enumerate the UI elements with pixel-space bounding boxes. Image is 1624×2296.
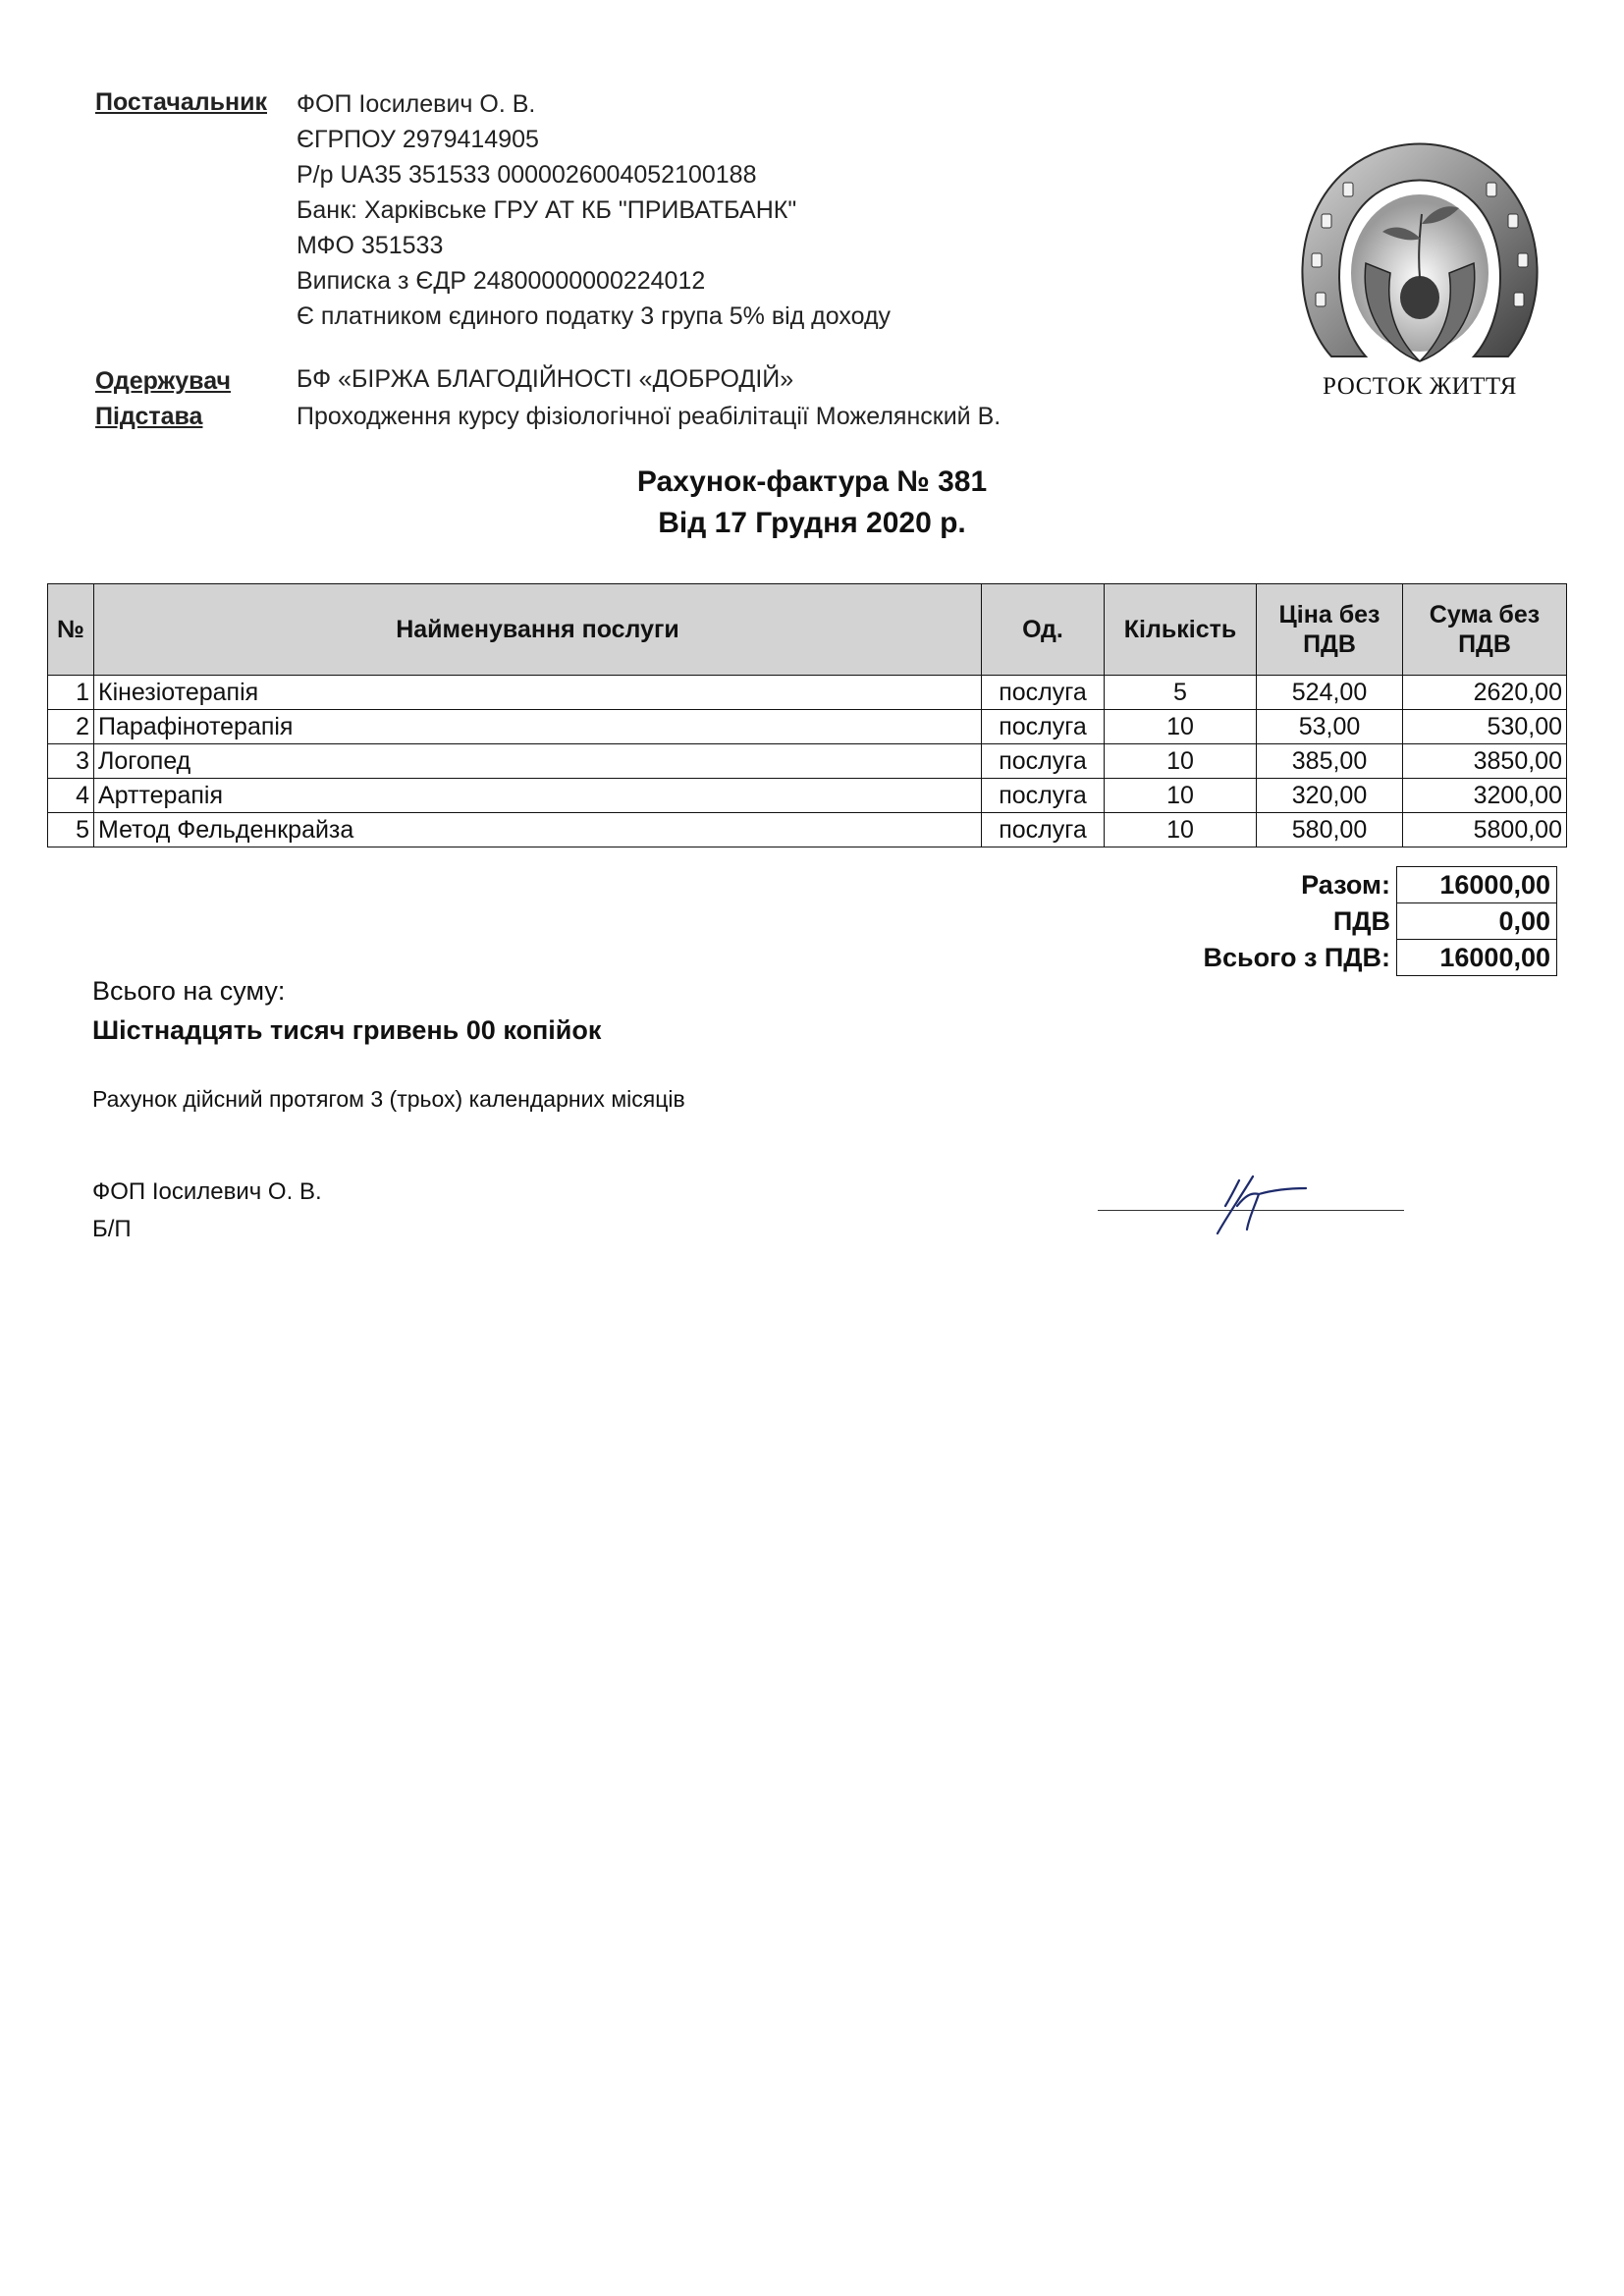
subtotal-label: Разом: [1301,869,1390,900]
row-unit: послуга [982,779,1105,813]
basis-label: Підстава [95,403,203,430]
supplier-mfo: МФО 351533 [297,232,444,259]
header-name: Найменування послуги [94,584,982,676]
supplier-bank: Банк: Харківське ГРУ АТ КБ "ПРИВАТБАНК" [297,196,797,224]
row-price: 53,00 [1257,710,1403,744]
row-price: 580,00 [1257,813,1403,847]
supplier-edrpou: ЄГРПОУ 2979414905 [297,126,539,153]
row-name: Кінезіотерапія [94,676,982,710]
horseshoe-hands-sprout-icon [1272,116,1567,410]
row-name: Арттерапія [94,779,982,813]
recipient-label: Одержувач [95,367,232,395]
row-qty: 10 [1105,779,1257,813]
row-no: 2 [48,710,94,744]
supplier-account: Р/р UA35 351533 0000026004052100188 [297,161,757,189]
row-sum: 530,00 [1403,710,1567,744]
header-price: Ціна без ПДВ [1257,584,1403,676]
supplier-label: Постачальник [95,88,267,116]
invoice-title: Рахунок-фактура № 381 [636,465,988,498]
header-qty: Кількість [1105,584,1257,676]
header-sum: Сума без ПДВ [1403,584,1567,676]
row-name: Метод Фельденкрайза [94,813,982,847]
sum-in-words-label: Всього на суму: [92,976,286,1006]
row-sum: 2620,00 [1403,676,1567,710]
row-qty: 5 [1105,676,1257,710]
total-row [1080,940,1557,976]
sum-in-words-value: Шістнадцять тисяч гривень 00 копійок [92,1015,602,1045]
invoice-date: Від 17 Грудня 2020 р. [658,507,966,539]
handwritten-signature-icon [1208,1167,1326,1235]
recipient-value: БФ «БІРЖА БЛАГОДІЙНОСТІ «ДОБРОДІЙ» [297,365,794,393]
table-row [48,813,1567,847]
row-unit: послуга [982,676,1105,710]
header-unit: Од. [982,584,1105,676]
row-qty: 10 [1105,813,1257,847]
supplier-details [297,86,891,334]
row-no: 5 [48,813,94,847]
supplier-name: ФОП Іосилевич О. В. [297,90,536,118]
supplier-registry-extract: Виписка з ЄДР 24800000000224012 [297,267,706,295]
footer-stamp-note: Б/П [92,1216,132,1242]
subtotal-row [1080,867,1557,903]
vat-row [1080,903,1557,940]
table-row [48,779,1567,813]
row-no: 1 [48,676,94,710]
row-unit: послуга [982,744,1105,779]
row-no: 3 [48,744,94,779]
row-sum: 3200,00 [1403,779,1567,813]
row-price: 320,00 [1257,779,1403,813]
table-row [48,676,1567,710]
logo-caption: РОСТОК ЖИТТЯ [1323,373,1517,400]
total-value: 16000,00 [1397,940,1557,976]
footer-name: ФОП Іосилевич О. В. [92,1178,322,1205]
subtotal-value: 16000,00 [1397,867,1557,903]
validity-note: Рахунок дійсний протягом 3 (трьох) календарних місяців [92,1086,685,1112]
table-row [48,710,1567,744]
row-name: Парафінотерапія [94,710,982,744]
row-name: Логопед [94,744,982,779]
header-no: № [48,584,94,676]
row-unit: послуга [982,710,1105,744]
vat-value: 0,00 [1397,903,1557,940]
row-unit: послуга [982,813,1105,847]
row-price: 524,00 [1257,676,1403,710]
totals-table [1080,866,1557,976]
table-row [48,744,1567,779]
row-price: 385,00 [1257,744,1403,779]
row-no: 4 [48,779,94,813]
table-header-row [48,584,1567,676]
vat-label: ПДВ [1332,905,1390,936]
total-label: Всього з ПДВ: [1203,942,1390,972]
row-sum: 5800,00 [1403,813,1567,847]
supplier-tax-status: Є платником єдиного податку 3 група 5% від доходу [297,302,892,330]
row-sum: 3850,00 [1403,744,1567,779]
row-qty: 10 [1105,744,1257,779]
items-table [47,583,1567,847]
basis-value: Проходження курсу фізіологічної реабілітації Можелянский В. [297,403,1001,430]
row-qty: 10 [1105,710,1257,744]
